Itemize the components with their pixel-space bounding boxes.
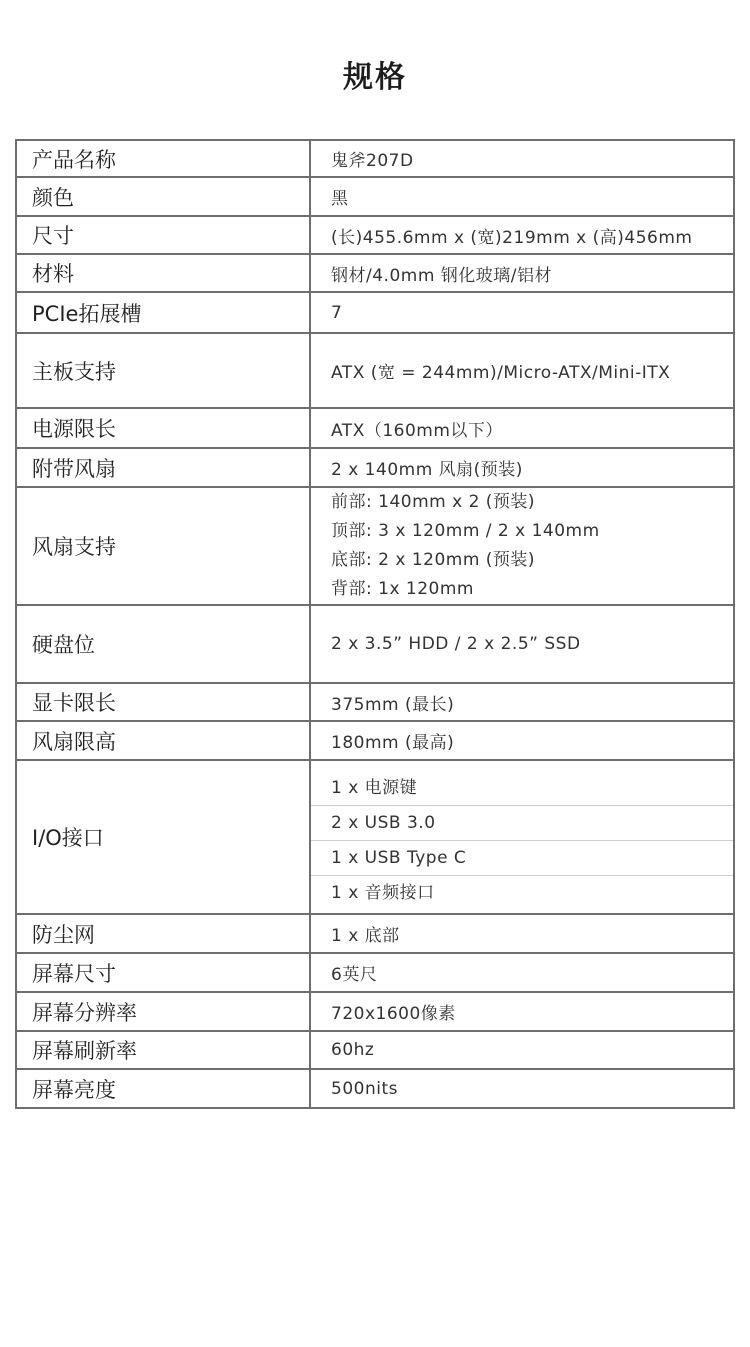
spec-value: 375mm (最长) — [310, 683, 734, 721]
table-row — [16, 953, 734, 992]
io-port-item: 2 x USB 3.0 — [311, 806, 733, 841]
spec-value: 180mm (最高) — [310, 721, 734, 760]
table-row — [16, 216, 734, 254]
spec-label: 颜色 — [16, 177, 310, 216]
table-row — [16, 1031, 734, 1069]
spec-value: (长)455.6mm x (宽)219mm x (高)456mm — [310, 216, 734, 254]
spec-value: 1 x 底部 — [310, 914, 734, 953]
table-row — [16, 177, 734, 216]
spec-value: 6英尺 — [310, 953, 734, 992]
io-port-item: 1 x 音频接口 — [331, 883, 435, 903]
spec-value: 720x1600像素 — [310, 992, 734, 1031]
fan-support-line: 前部: 140mm x 2 (预装) — [331, 492, 536, 512]
table-row — [16, 408, 734, 448]
spec-label: 屏幕分辨率 — [16, 992, 310, 1031]
spec-value-subrows — [310, 760, 734, 914]
table-row — [16, 448, 734, 487]
table-row — [16, 333, 734, 408]
spec-value: 2 x 140mm 风扇(预装) — [310, 448, 734, 487]
io-port-item: 1 x 电源键 — [311, 763, 733, 806]
spec-label: I/O接口 — [16, 760, 310, 914]
table-row — [16, 254, 734, 292]
table-row — [16, 914, 734, 953]
table-row — [16, 760, 734, 914]
spec-value: 60hz — [310, 1031, 734, 1069]
page-title: 规格 — [343, 60, 407, 95]
io-port-item: 1 x USB Type C — [311, 841, 733, 876]
spec-label: 风扇限高 — [16, 721, 310, 760]
table-row — [16, 292, 734, 333]
table-row — [16, 487, 734, 605]
spec-label: 主板支持 — [16, 333, 310, 408]
spec-value: 7 — [310, 292, 734, 333]
spec-value: 钢材/4.0mm 钢化玻璃/铝材 — [310, 254, 734, 292]
spec-label: 附带风扇 — [16, 448, 310, 487]
spec-label: 防尘网 — [16, 914, 310, 953]
spec-value-multiline — [310, 487, 734, 605]
table-row — [16, 605, 734, 683]
table-row — [16, 140, 734, 177]
table-row — [16, 683, 734, 721]
table-row — [16, 1069, 734, 1108]
spec-label: 硬盘位 — [16, 605, 310, 683]
spec-label: 屏幕亮度 — [16, 1069, 310, 1108]
table-row — [16, 721, 734, 760]
spec-table — [15, 139, 735, 1109]
fan-support-line: 顶部: 3 x 120mm / 2 x 140mm — [331, 521, 600, 541]
spec-label: 产品名称 — [16, 140, 310, 177]
spec-label: 电源限长 — [16, 408, 310, 448]
spec-label: 显卡限长 — [16, 683, 310, 721]
spec-value: 黑 — [310, 177, 734, 216]
spec-value: ATX (宽 = 244mm)/Micro-ATX/Mini-ITX — [310, 333, 734, 408]
spec-label: 屏幕尺寸 — [16, 953, 310, 992]
spec-label: 屏幕刷新率 — [16, 1031, 310, 1069]
fan-support-line: 底部: 2 x 120mm (预装) — [331, 550, 536, 570]
spec-value: 500nits — [310, 1069, 734, 1108]
spec-label: 尺寸 — [16, 216, 310, 254]
spec-value: ATX（160mm以下） — [310, 408, 734, 448]
spec-label: PCIe拓展槽 — [16, 292, 310, 333]
table-row — [16, 992, 734, 1031]
fan-support-line: 背部: 1x 120mm — [331, 579, 474, 599]
spec-label: 风扇支持 — [16, 487, 310, 605]
spec-label: 材料 — [16, 254, 310, 292]
spec-value: 2 x 3.5” HDD / 2 x 2.5” SSD — [310, 605, 734, 683]
spec-value: 鬼斧207D — [310, 140, 734, 177]
